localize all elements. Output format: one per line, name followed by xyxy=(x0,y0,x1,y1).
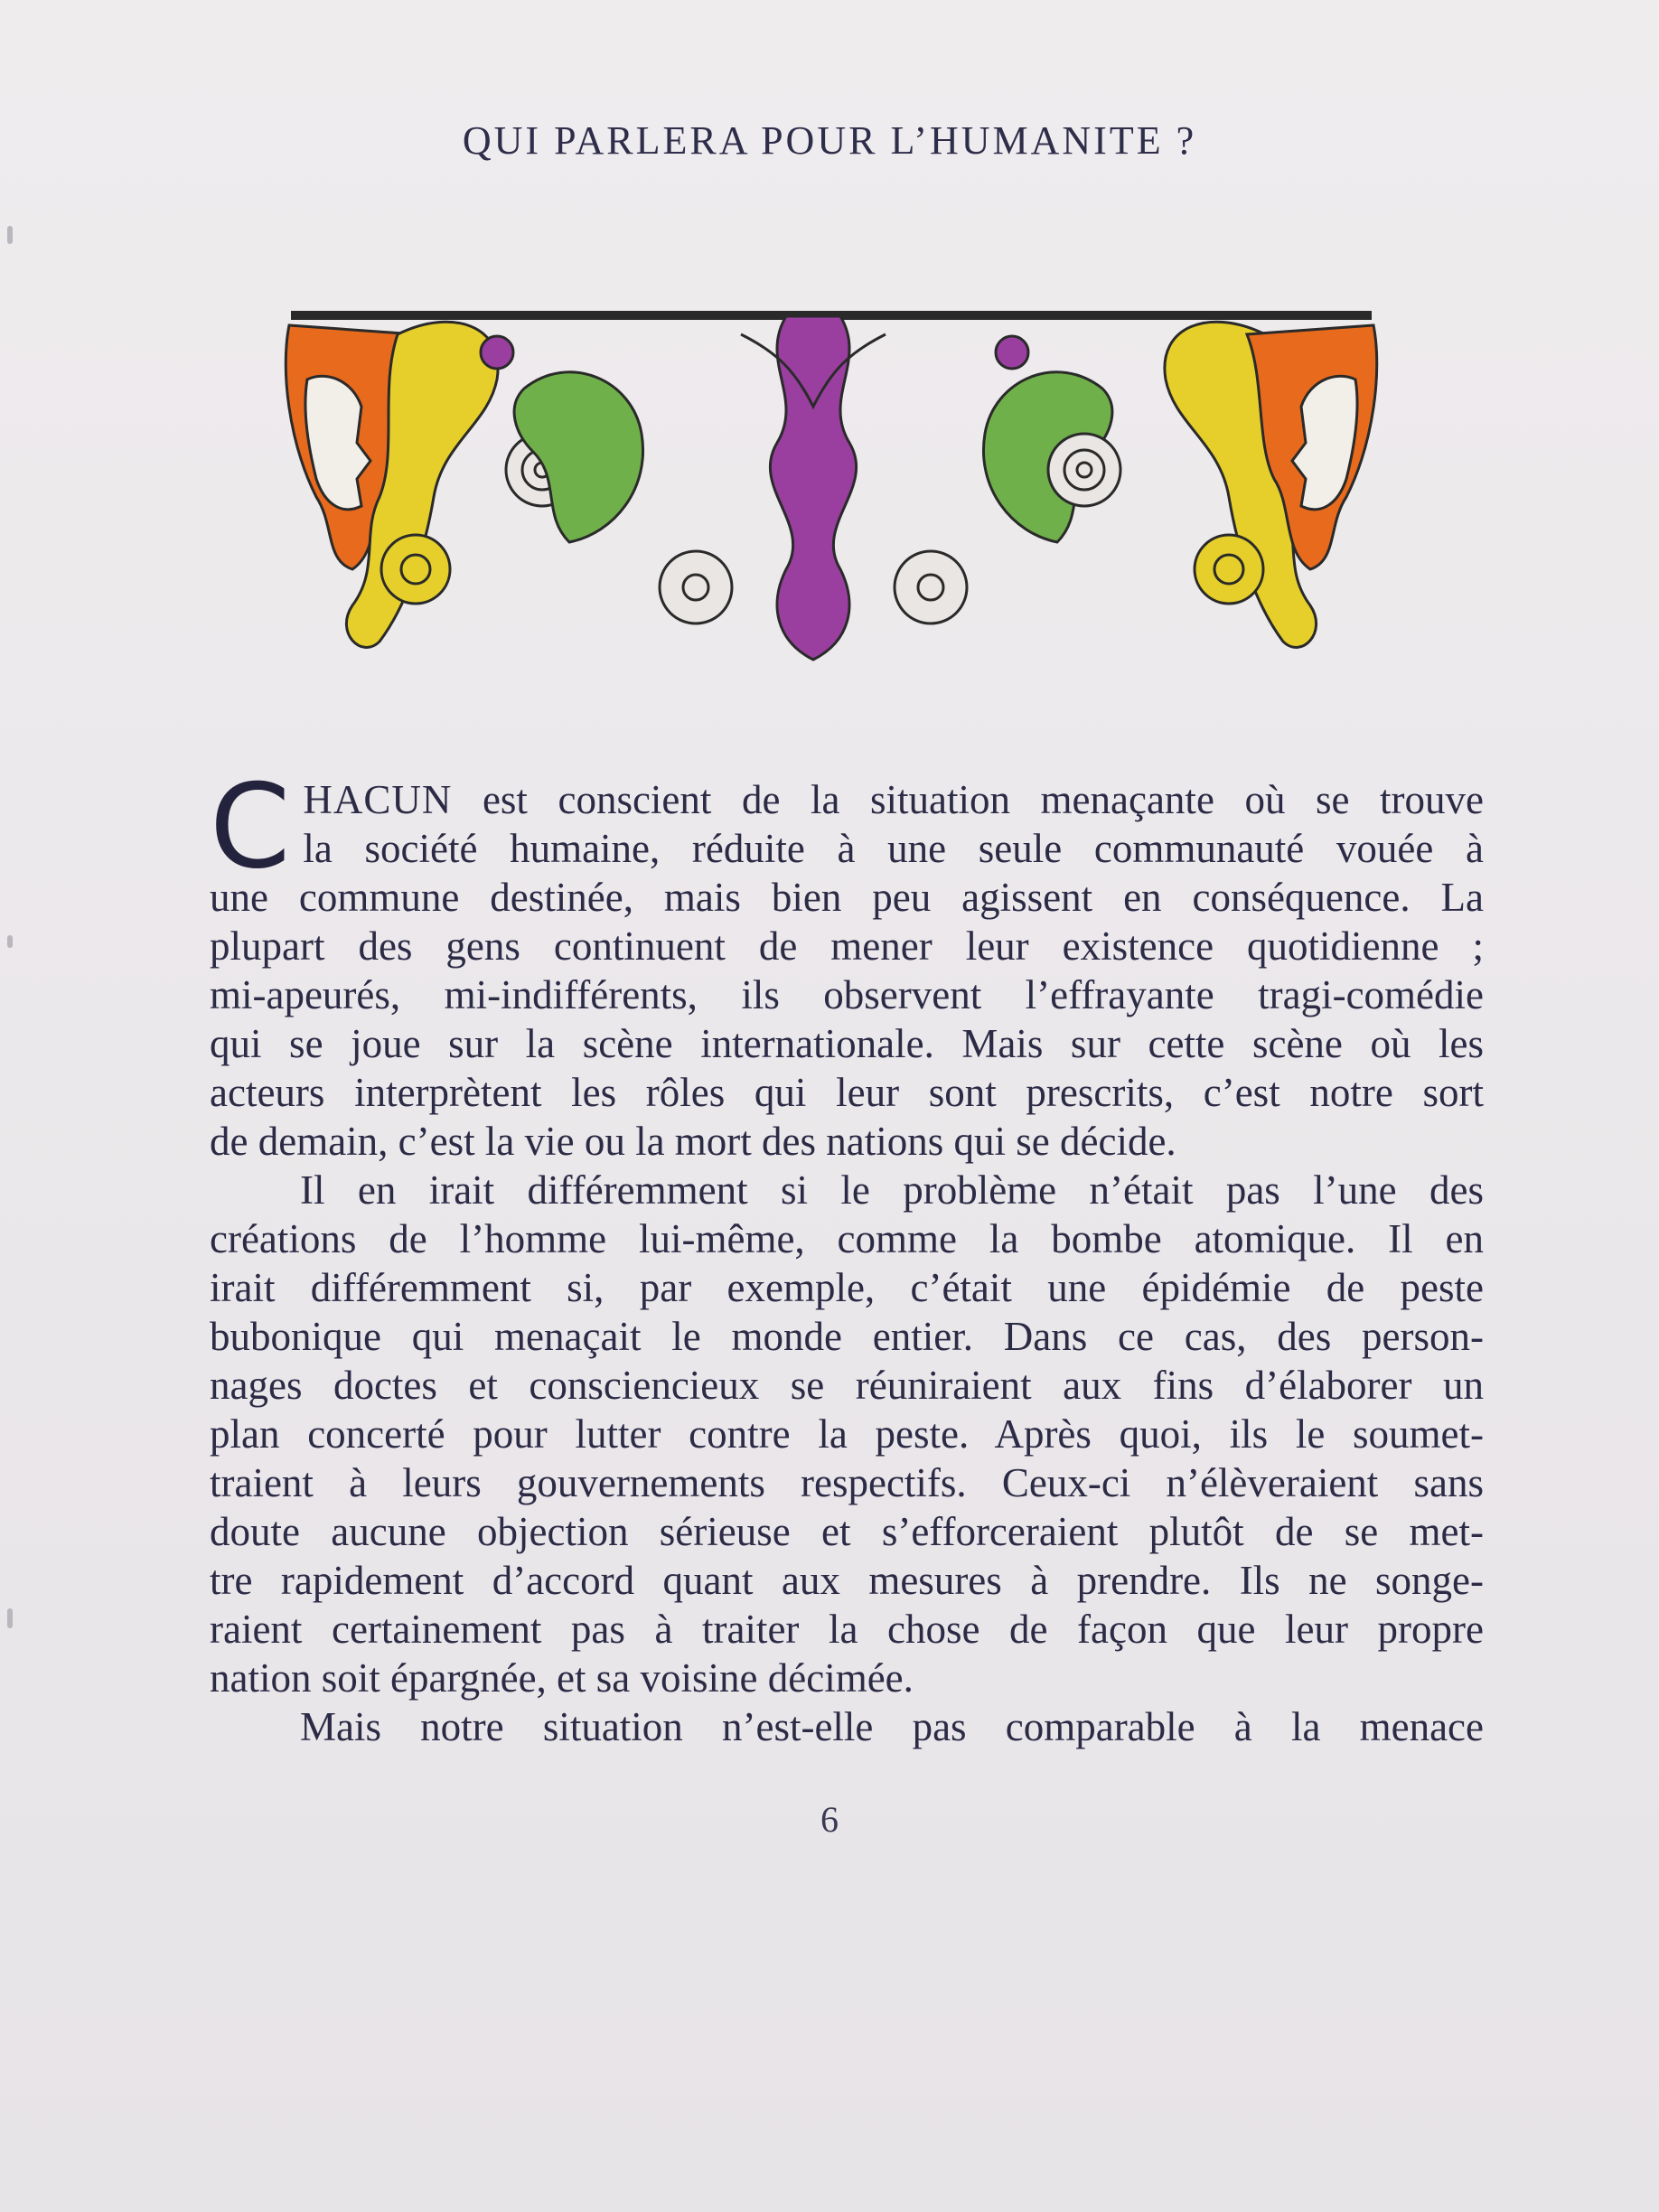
text-line: créations de l’homme lui-même, comme la bombe atomique. Il en xyxy=(210,1216,1484,1261)
body-text xyxy=(210,760,1484,1751)
text-line: de demain, c’est la vie ou la mort des nations qui se décide. xyxy=(210,1119,1176,1164)
text-line: Mais notre situation n’est-elle pas comparable à la menace xyxy=(300,1704,1484,1749)
drop-cap: C xyxy=(210,760,291,895)
binding-mark xyxy=(7,1608,13,1628)
decorative-headpiece-icon xyxy=(271,298,1392,678)
text-line: nation soit épargnée, et sa voisine décimée. xyxy=(210,1655,914,1701)
text-line: nages doctes et consciencieux se réuniraient aux fins d’élaborer un xyxy=(210,1363,1484,1408)
text-line: bubonique qui menaçait le monde entier. Dans ce cas, des person- xyxy=(210,1314,1484,1359)
page-number: 6 xyxy=(820,1799,839,1840)
text-line: tre rapidement d’accord quant aux mesures à prendre. Ils ne songe- xyxy=(210,1558,1484,1603)
text-line: traient à leurs gouvernements respectifs. Ceux-ci n’élèveraient sans xyxy=(210,1460,1484,1505)
binding-mark xyxy=(7,226,13,244)
text-line: irait différemment si, par exemple, c’était une épidémie de peste xyxy=(210,1265,1484,1310)
text-line: mi-apeurés, mi-indifférents, ils observent l’effrayante tragi-comédie xyxy=(210,972,1484,1017)
paragraph-2 xyxy=(210,1166,1484,1702)
paragraph-3 xyxy=(210,1702,1484,1751)
text-line: la société humaine, réduite à une seule communauté vouée à xyxy=(303,826,1484,871)
paragraph-1 xyxy=(210,760,1484,1166)
text-line: est conscient de la situation menaçante où se trouve xyxy=(452,777,1484,822)
text-line: acteurs interprètent les rôles qui leur sont prescrits, c’est notre sort xyxy=(210,1070,1484,1115)
text-line: plan concerté pour lutter contre la peste. Après quoi, ils le soumet- xyxy=(210,1411,1484,1457)
first-word: HACUN xyxy=(303,777,453,822)
running-title: QUI PARLERA POUR L’HUMANITE ? xyxy=(462,118,1197,163)
text-line: plupart des gens continuent de mener leur existence quotidienne ; xyxy=(210,923,1484,969)
text-line: Il en irait différemment si le problème n’était pas l’une des xyxy=(300,1167,1484,1213)
binding-mark xyxy=(7,935,13,948)
text-line: une commune destinée, mais bien peu agissent en conséquence. La xyxy=(210,875,1484,920)
text-line: raient certainement pas à traiter la chose de façon que leur propre xyxy=(210,1607,1484,1652)
text-line: doute aucune objection sérieuse et s’efforceraient plutôt de se met- xyxy=(210,1509,1484,1554)
text-line: qui se joue sur la scène internationale. Mais sur cette scène où les xyxy=(210,1021,1484,1066)
